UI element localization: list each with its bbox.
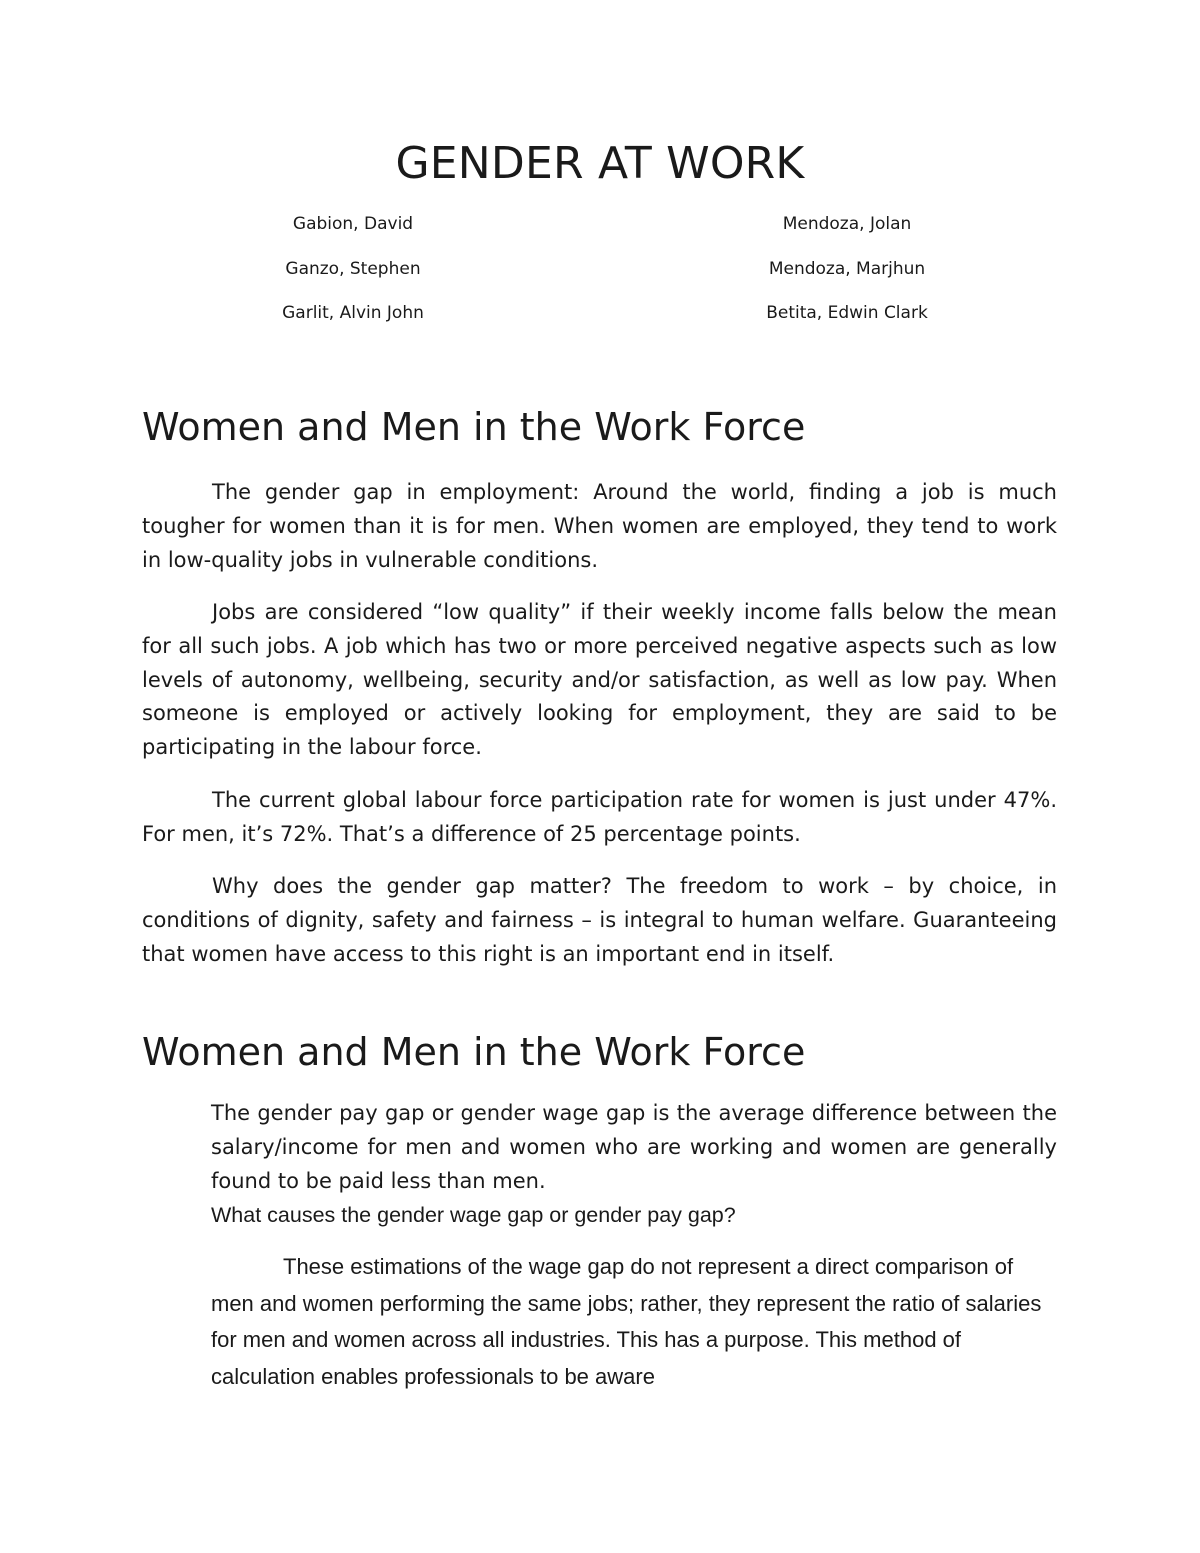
section-heading: Women and Men in the Work Force xyxy=(142,1030,806,1074)
author-name: Betita, Edwin Clark xyxy=(766,303,928,323)
document-title: GENDER AT WORK xyxy=(395,138,805,189)
author-name: Mendoza, Jolan xyxy=(782,214,912,234)
bullet-item: These estimations of the wage gap do not represent a direct comparison of men and women performing the same jobs; rather, they represent the ratio of salaries for men and women across all industries. This has a purpose. This method of calculation enables professionals to be aware xyxy=(211,1254,1042,1389)
body-paragraph: Jobs are considered “low quality” if their weekly income falls below the mean for all such jobs. A job which has two or more perceived negative aspects such as low levels of autonomy, wellbeing, security and/or satisfaction, as well as low pay. When someone is employed or actively looking for employment, they are said to be participating in the labour force. xyxy=(142,600,1057,760)
author-name: Ganzo, Stephen xyxy=(285,259,421,279)
body-paragraph: Why does the gender gap matter? The freedom to work – by choice, in conditions of dignity, safety and fairness – is integral to human welfare. Guaranteeing that women have access to this right is an important end in itself. xyxy=(142,874,1057,966)
bullet-item: What causes the gender wage gap or gender pay gap? xyxy=(211,1203,736,1227)
author-name: Garlit, Alvin John xyxy=(282,303,424,323)
body-paragraph: The gender gap in employment: Around the world, finding a job is much tougher for women than it is for men. When women are employed, they tend to work in low-quality jobs in vulnerable conditions. xyxy=(142,480,1057,572)
section-heading: Women and Men in the Work Force xyxy=(142,405,806,449)
bullet-item: The gender pay gap or gender wage gap is the average difference between the salary/income for men and women who are working and women are generally found to be paid less than men. xyxy=(211,1101,1057,1193)
author-name: Mendoza, Marjhun xyxy=(768,259,926,279)
body-paragraph: The current global labour force participation rate for women is just under 47%. For men, it’s 72%. That’s a difference of 25 percentage points. xyxy=(142,788,1057,846)
author-name: Gabion, David xyxy=(292,214,414,234)
